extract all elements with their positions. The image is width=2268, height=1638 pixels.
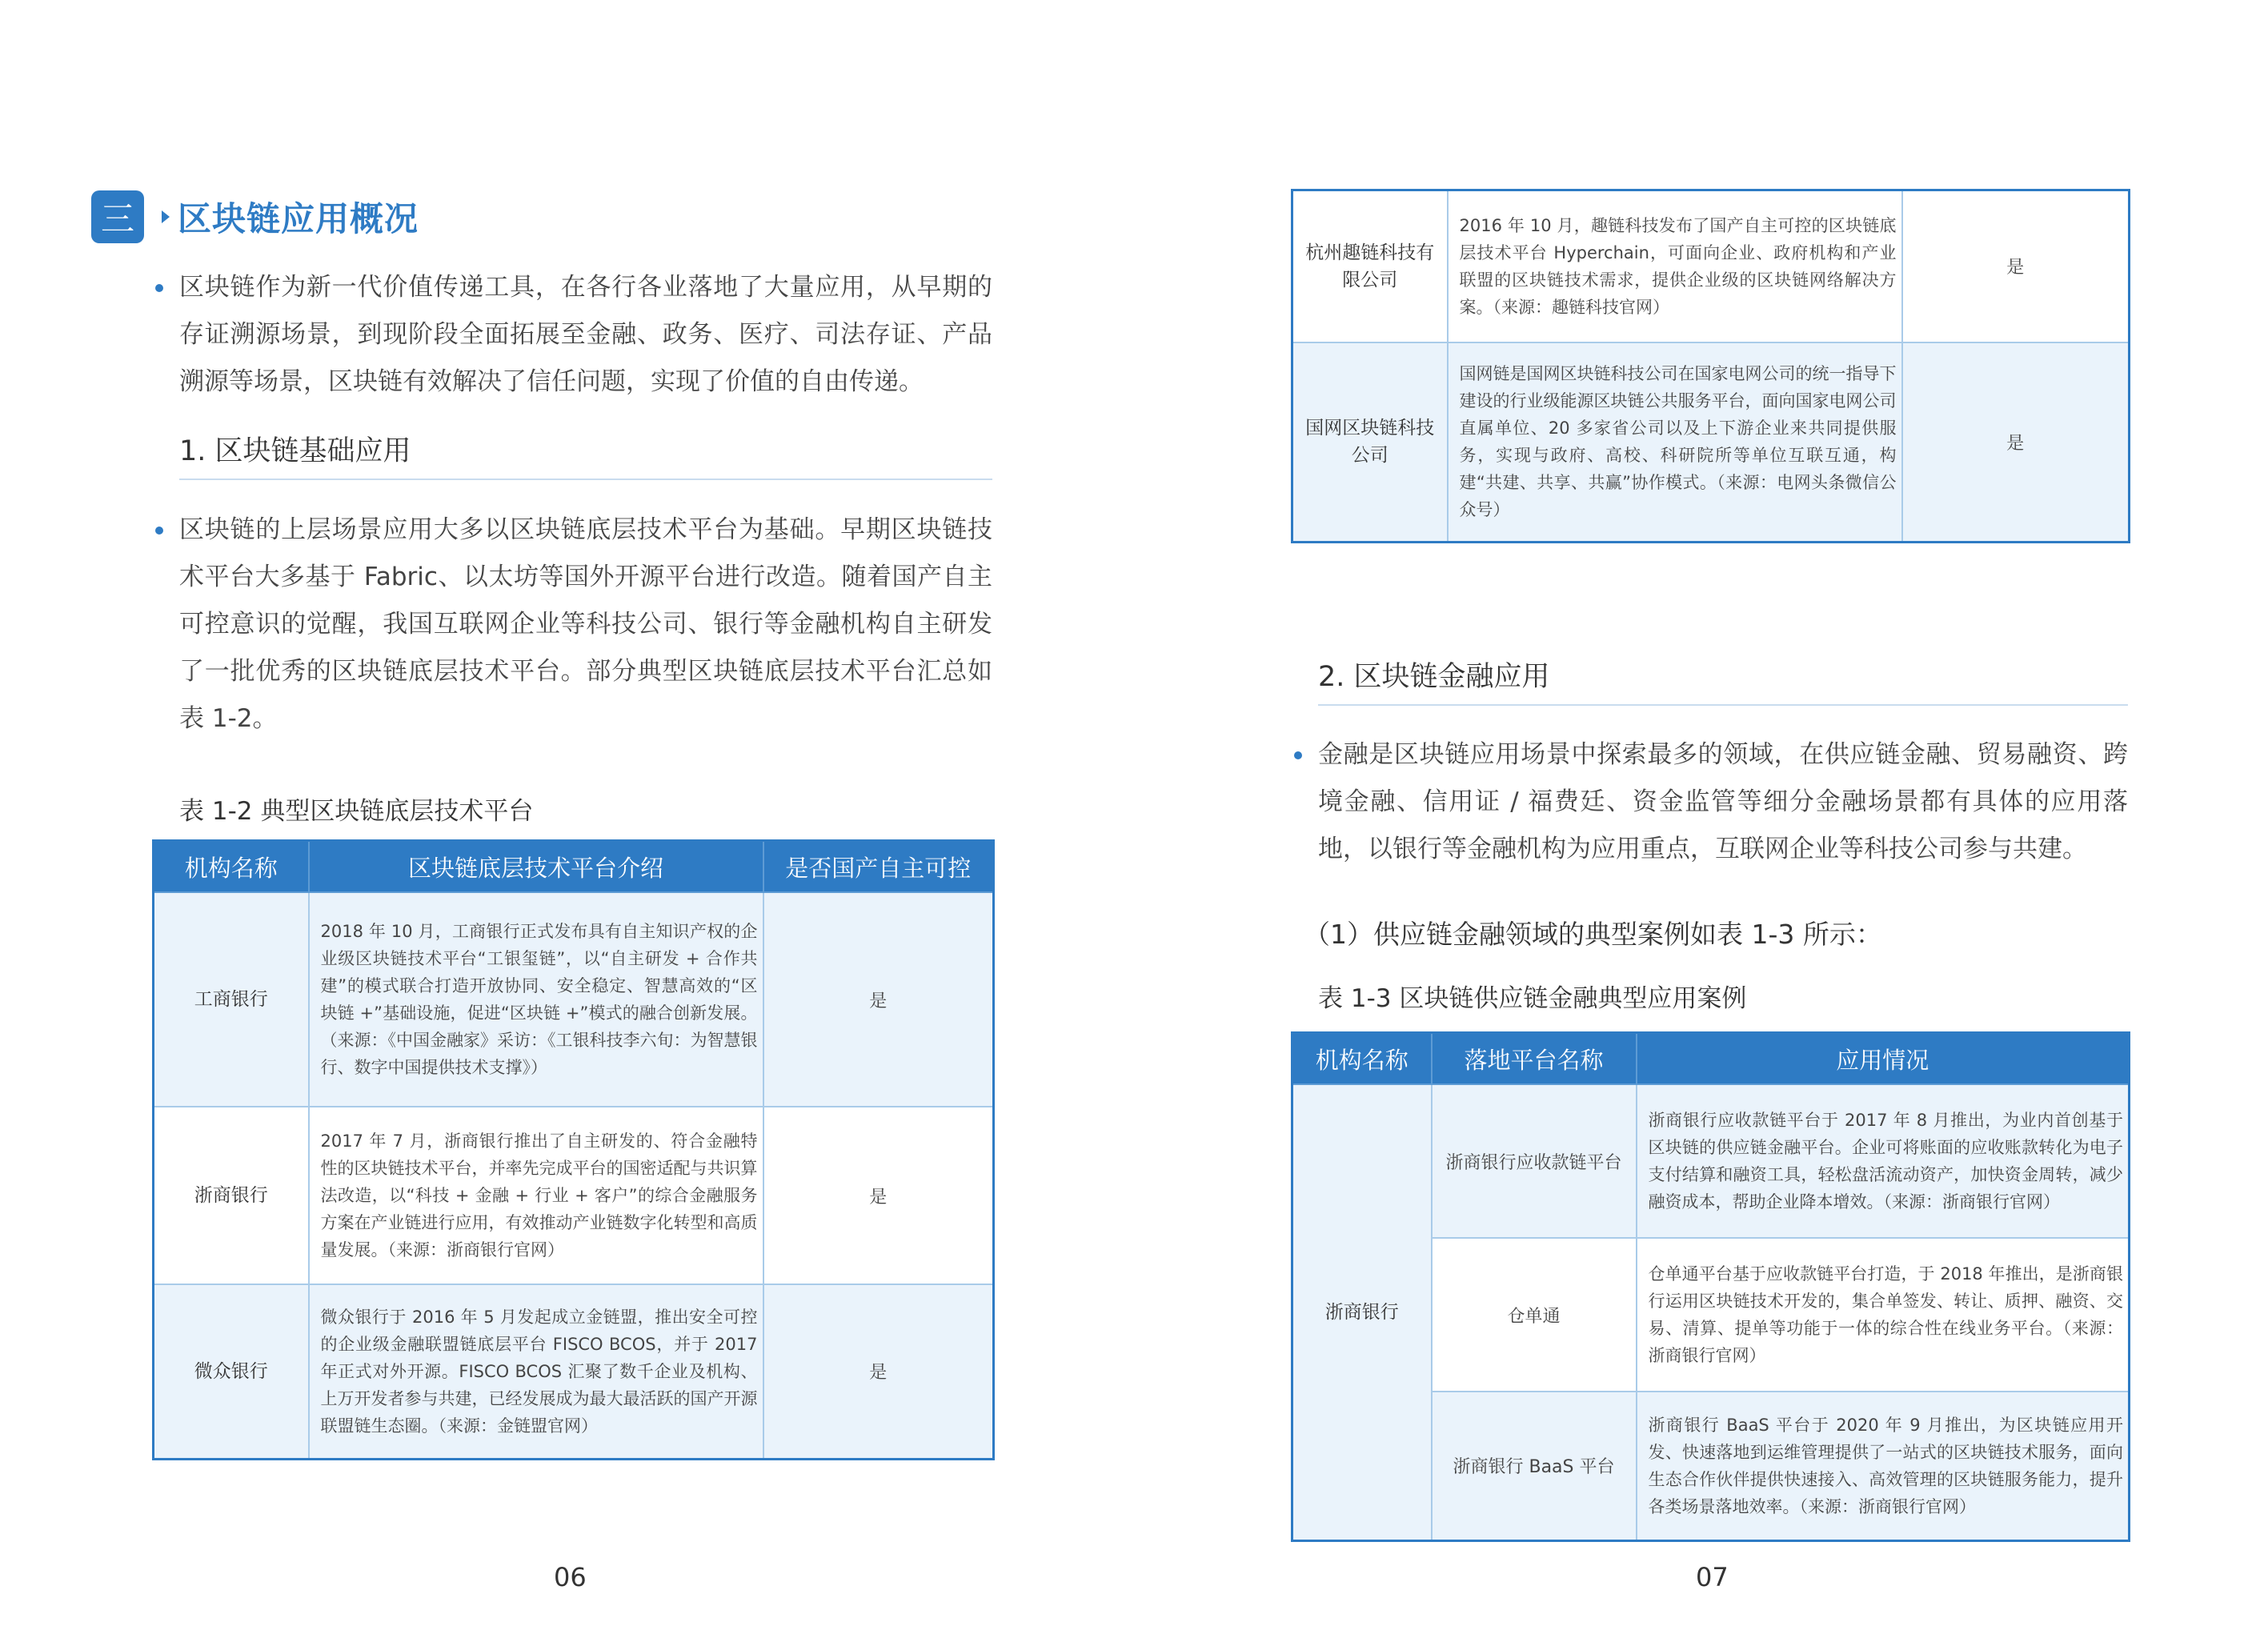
table-row <box>1292 1084 2130 1238</box>
domestic-cell: 是 <box>763 892 994 1107</box>
usage-cell: 仓单通平台基于应收款链平台打造，于 2018 年推出，是浙商银行运用区块链技术开发的，集合单签发、转让、质押、融资、交易、清算、提单等功能于一体的综合性在线业务平台。（来源：浙商银行官网） <box>1637 1238 2130 1392</box>
header-platform: 落地平台名称 <box>1432 1033 1637 1085</box>
table-row <box>1292 190 2130 342</box>
intro-text: 区块链作为新一代价值传递工具，在各行各业落地了大量应用，从早期的存证溯源场景，到现阶段全面拓展至金融、政务、医疗、司法存证、产品溯源等场景，区块链有效解决了信任问题，实现了价值的自由传递。 <box>179 273 992 396</box>
subsection-title: 1. 区块链基础应用 <box>179 435 411 467</box>
header-desc: 区块链底层技术平台介绍 <box>309 841 763 893</box>
section-badge: 三 <box>91 190 144 243</box>
domestic-cell: 是 <box>1902 342 2130 543</box>
page-number: 06 <box>554 1562 587 1592</box>
section-header <box>91 190 419 243</box>
finance-app-text: 金融是区块链应用场景中探索最多的领域，在供应链金融、贸易融资、跨境金融、信用证 / 福费廷、资金监管等细分金融场景都有具体的应用落地，以银行等金融机构为应用重点，互联网企业等科技公司参与共建。 <box>1318 740 2128 863</box>
desc-cell: 2016 年 10 月，趣链科技发布了国产自主可控的区块链底层技术平台 Hyperchain，可面向企业、政府机构和产业联盟的区块链技术需求，提供企业级的区块链网络解决方案。（来源：趣链科技官网） <box>1448 190 1902 342</box>
table-row <box>154 1284 994 1459</box>
platform-table-continued <box>1291 189 2130 543</box>
bullet-icon <box>155 284 163 292</box>
page-number: 07 <box>1696 1562 1729 1592</box>
intro-paragraph <box>179 264 992 406</box>
bullet-icon <box>1294 751 1302 759</box>
org-cell: 国网区块链科技公司 <box>1292 342 1448 543</box>
header-usage: 应用情况 <box>1637 1033 2130 1085</box>
bullet-icon <box>155 527 163 535</box>
table-header-row <box>1292 1033 2130 1085</box>
right-page <box>1134 0 2268 1638</box>
finance-app-paragraph <box>1318 731 2128 873</box>
domestic-cell: 是 <box>763 1284 994 1459</box>
section-title: 区块链应用概况 <box>178 199 419 238</box>
subsection-divider <box>1318 704 2128 706</box>
table-header-row <box>154 841 994 893</box>
desc-cell: 微众银行于 2016 年 5 月发起成立金链盟，推出安全可控的企业级金融联盟链底层平台 FISCO BCOS，并于 2017 年正式对外开源。FISCO BCOS 汇聚了数千企业及机构、上万开发者参与共建，已经发展成为最大最活跃的国产开源联盟链生态圈。（来源：金链盟官网） <box>309 1284 763 1459</box>
subsection-divider <box>179 479 992 480</box>
usage-cell: 浙商银行应收款链平台于 2017 年 8 月推出，为业内首创基于区块链的供应链金融平台。企业可将账面的应收账款转化为电子支付结算和融资工具，轻松盘活流动资产，加快资金周转，减少融资成本，帮助企业降本增效。（来源：浙商银行官网） <box>1637 1084 2130 1238</box>
header-org: 机构名称 <box>154 841 309 893</box>
org-cell: 微众银行 <box>154 1284 309 1459</box>
table-caption: 表 1-2 典型区块链底层技术平台 <box>179 797 534 826</box>
org-cell: 浙商银行 <box>1292 1084 1432 1540</box>
usage-cell: 浙商银行 BaaS 平台于 2020 年 9 月推出，为区块链应用开发、快速落地到运维管理提供了一站式的区块链技术服务，面向生态合作伙伴提供快速接入、高效管理的区块链服务能力，提升各类场景落地效率。（来源：浙商银行官网） <box>1637 1392 2130 1540</box>
header-domestic: 是否国产自主可控 <box>763 841 994 893</box>
case-heading: （1）供应链金融领域的典型案例如表 1-3 所示： <box>1304 919 1882 950</box>
desc-cell: 2018 年 10 月，工商银行正式发布具有自主知识产权的企业级区块链技术平台“工银玺链”，以“自主研发 + 合作共建”的模式联合打造开放协同、安全稳定、智慧高效的“区块链 +”基础设施，促进“区块链 +”模式的融合创新发展。（来源：《中国金融家》采访：《工银科技李六旬：为智慧银行、数字中国提供技术支撑》） <box>309 892 763 1107</box>
subsection-title: 2. 区块链金融应用 <box>1318 661 1550 693</box>
table-row <box>154 1107 994 1284</box>
table-caption: 表 1-3 区块链供应链金融典型应用案例 <box>1318 984 1747 1013</box>
basic-app-paragraph <box>179 507 992 743</box>
platform-cell: 浙商银行应收款链平台 <box>1432 1084 1637 1238</box>
header-org: 机构名称 <box>1292 1033 1432 1085</box>
platform-table <box>152 839 995 1460</box>
section-arrow-icon <box>162 210 170 223</box>
domestic-cell: 是 <box>763 1107 994 1284</box>
table-row <box>154 892 994 1107</box>
org-cell: 浙商银行 <box>154 1107 309 1284</box>
platform-cell: 仓单通 <box>1432 1238 1637 1392</box>
supply-chain-table <box>1291 1031 2130 1542</box>
platform-cell: 浙商银行 BaaS 平台 <box>1432 1392 1637 1540</box>
desc-cell: 2017 年 7 月，浙商银行推出了自主研发的、符合金融特性的区块链技术平台，并率先完成平台的国密适配与共识算法改造，以“科技 + 金融 + 行业 + 客户”的综合金融服务方案在产业链进行应用，有效推动产业链数字化转型和高质量发展。（来源：浙商银行官网） <box>309 1107 763 1284</box>
desc-cell: 国网链是国网区块链科技公司在国家电网公司的统一指导下建设的行业级能源区块链公共服务平台，面向国家电网公司直属单位、20 多家省公司以及上下游企业来共同提供服务，实现与政府、高校、科研院所等单位互联互通，构建“共建、共享、共赢”协作模式。（来源：电网头条微信公众号） <box>1448 342 1902 543</box>
org-cell: 杭州趣链科技有限公司 <box>1292 190 1448 342</box>
table-row <box>1292 342 2130 543</box>
basic-app-text: 区块链的上层场景应用大多以区块链底层技术平台为基础。早期区块链技术平台大多基于 Fabric、以太坊等国外开源平台进行改造。随着国产自主可控意识的觉醒，我国互联网企业等科技公司、银行等金融机构自主研发了一批优秀的区块链底层技术平台。部分典型区块链底层技术平台汇总如表 1-2。 <box>179 515 992 733</box>
domestic-cell: 是 <box>1902 190 2130 342</box>
org-cell: 工商银行 <box>154 892 309 1107</box>
